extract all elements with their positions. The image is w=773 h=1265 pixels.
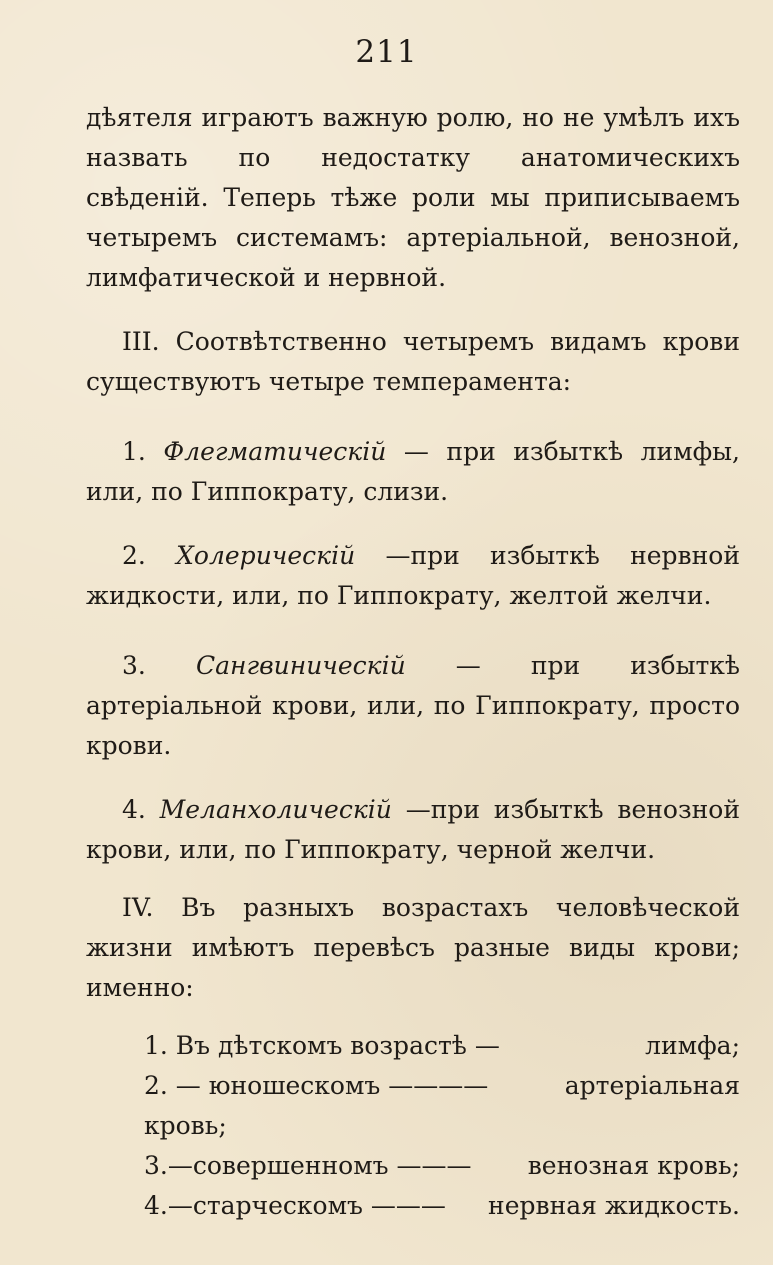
age-label: 1. Въ дѣтскомъ возрастѣ — — [144, 1031, 500, 1060]
age-label: 3.—совершенномъ ——— — [144, 1151, 472, 1180]
age-item-1 — [144, 1026, 740, 1066]
age-list — [144, 1026, 740, 1226]
age-item-3 — [144, 1146, 740, 1186]
age-value: артеріальная — [564, 1071, 740, 1100]
temperament-item-4 — [86, 790, 740, 870]
temperament-name: Флегматическій — [163, 437, 387, 466]
temperament-number: 4. — [122, 795, 146, 824]
age-value-continuation: кровь; — [144, 1111, 227, 1140]
age-label: 2. — юношескомъ ———— — [144, 1071, 489, 1100]
age-value: нервная жидкость. — [488, 1191, 740, 1220]
temperament-description: — при избыткѣ лимфы, или, по Гиппократу, слизи. — [86, 437, 740, 506]
page-content — [86, 98, 740, 1226]
temperament-description: —при избыткѣ нервной жидкости, или, по Гиппократу, желтой желчи. — [86, 541, 740, 610]
age-item-4 — [144, 1186, 740, 1226]
age-label: 4.—старческомъ ——— — [144, 1191, 446, 1220]
age-item-2-tail — [144, 1106, 740, 1146]
page-number: 211 — [355, 34, 418, 70]
temperament-name: Сангвиническій — [195, 651, 406, 680]
temperament-name: Меланхолическій — [159, 795, 392, 824]
temperament-item-2 — [86, 536, 740, 616]
temperament-description: — при избыткѣ артеріальной крови, или, по Гиппократу, просто крови. — [86, 651, 740, 760]
temperament-number: 1. — [122, 437, 146, 466]
temperament-item-1 — [86, 432, 740, 512]
temperament-number: 3. — [122, 651, 146, 680]
age-value: лимфа; — [645, 1031, 740, 1060]
intro-paragraph: дѣятеля играютъ важную ролю, но не умѣлъ ихъ назвать по недостатку анатомическихъ свѣденій. Теперь тѣже роли мы приписываемъ четыремъ системамъ: артеріальной, венозной, лимфатической и нервной. — [86, 103, 740, 292]
age-value: венозная кровь; — [527, 1151, 740, 1180]
age-item-2 — [144, 1066, 740, 1106]
temperament-number: 2. — [122, 541, 146, 570]
temperament-description: —при избыткѣ венозной крови, или, по Гиппократу, черной желчи. — [86, 795, 740, 864]
section-4-heading: IV. Въ разныхъ возрастахъ человѣческой жизни имѣютъ перевѣсъ разные виды крови; именно: — [86, 893, 740, 1002]
section-3-heading: III. Соотвѣтственно четыремъ видамъ крови существуютъ четыре темперамента: — [86, 327, 740, 396]
temperament-item-3 — [86, 646, 740, 766]
temperament-name: Холерическій — [176, 541, 356, 570]
